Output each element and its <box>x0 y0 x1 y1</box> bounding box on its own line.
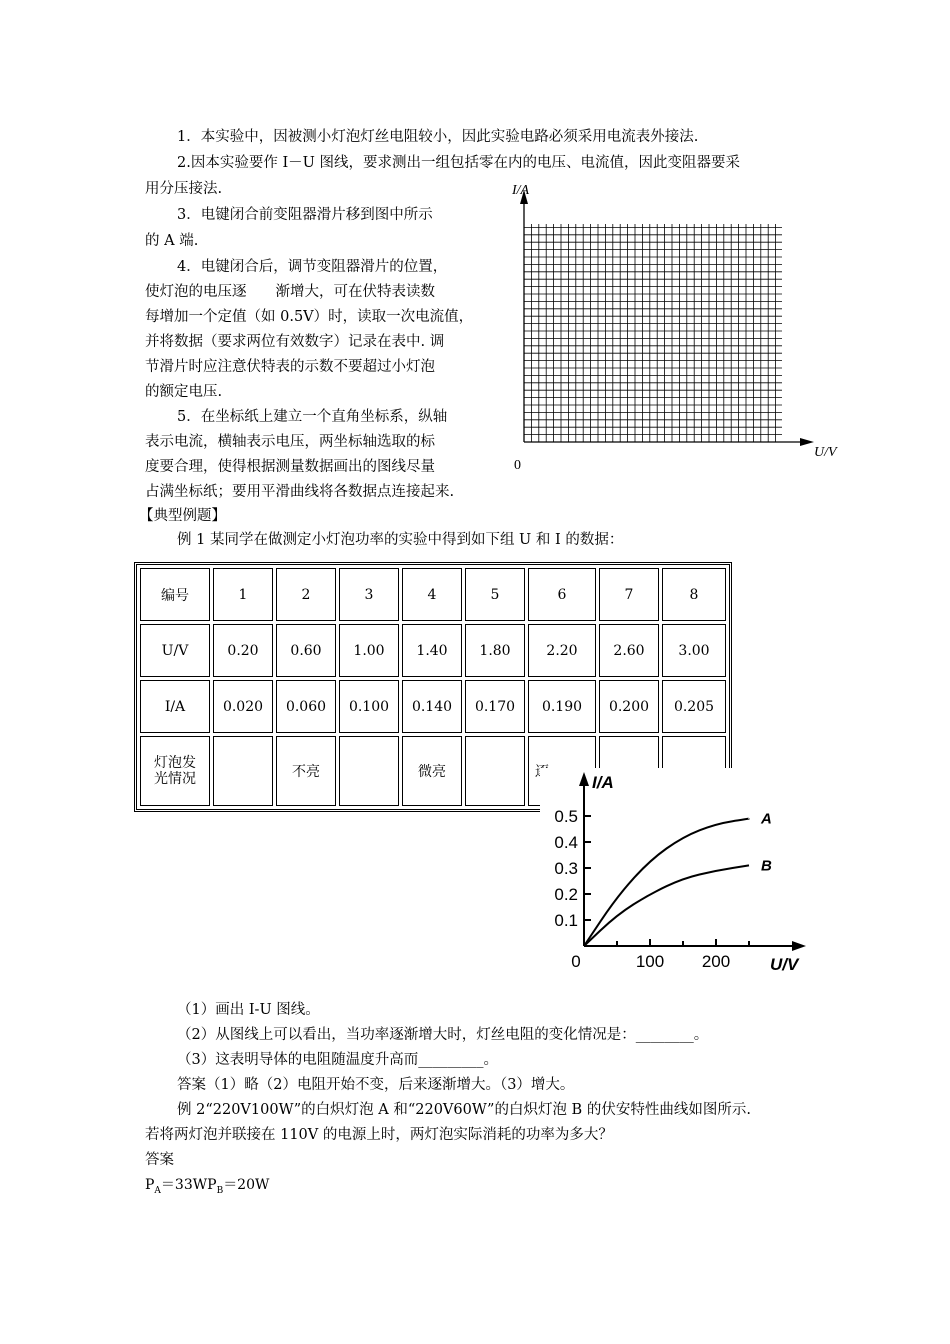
cell-n6: 6 <box>528 568 596 621</box>
row-header-number: 编号 <box>140 568 210 621</box>
series-b-line <box>584 865 749 946</box>
table-row-voltage <box>140 624 726 677</box>
row-header-voltage: U/V <box>140 624 210 677</box>
cell-b5 <box>465 736 525 806</box>
pa-value: ＝33W <box>160 1177 208 1193</box>
cell-u6: 2.20 <box>528 624 596 677</box>
cell-n5: 5 <box>465 568 525 621</box>
cell-i4: 0.140 <box>402 680 462 733</box>
paragraph-4: 4．电键闭合后，调节变阻器滑片的位置， <box>177 259 448 275</box>
table-row-current <box>140 680 726 733</box>
example2-line2: 若将两灯泡并联接在 110V 的电源上时，两灯泡实际消耗的功率为多大？ <box>145 1127 613 1143</box>
cell-i7: 0.200 <box>599 680 659 733</box>
curve-y-arrow <box>579 772 589 786</box>
x-tick-label: 200 <box>701 952 731 971</box>
grid-lines <box>524 224 782 442</box>
curve-x-label: U/V <box>770 955 799 974</box>
cell-u5: 1.80 <box>465 624 525 677</box>
series-a-line <box>584 819 749 946</box>
x-tick-label: 100 <box>635 952 665 971</box>
cell-u2: 0.60 <box>276 624 336 677</box>
paragraph-3: 3．电键闭合前变阻器滑片移到图中所示 <box>177 207 433 223</box>
cell-u4: 1.40 <box>402 624 462 677</box>
cell-i1: 0.020 <box>213 680 273 733</box>
cell-b6: 逐 <box>528 736 596 806</box>
x-tick-label: 0 <box>571 952 581 971</box>
cell-i2: 0.060 <box>276 680 336 733</box>
cell-b2: 不亮 <box>276 736 336 806</box>
y-tick-label: 0.1 <box>554 911 578 930</box>
cell-n2: 2 <box>276 568 336 621</box>
cell-b4: 微亮 <box>402 736 462 806</box>
grid-y-label: I/A <box>512 183 530 198</box>
cell-i3: 0.100 <box>339 680 399 733</box>
series-b-label: B <box>761 857 772 875</box>
coordinate-grid <box>510 178 850 478</box>
series-a-label: A <box>761 810 772 828</box>
cell-n1: 1 <box>213 568 273 621</box>
cell-i5: 0.170 <box>465 680 525 733</box>
cell-n3: 3 <box>339 568 399 621</box>
y-tick-label: 0.4 <box>554 833 578 852</box>
iu-curve-chart <box>540 768 840 978</box>
x-axis-arrow <box>800 438 814 446</box>
paragraph-5-line2: 表示电流，横轴表示电压，两坐标轴选取的标 <box>145 434 435 450</box>
pb-symbol: P <box>207 1177 217 1193</box>
y-tick-label: 0.5 <box>554 807 578 826</box>
paragraph-1: 1．本实验中，因被测小灯泡灯丝电阻较小，因此实验电路必须采用电流表外接法. <box>177 129 699 145</box>
cell-n4: 4 <box>402 568 462 621</box>
y-ticks <box>554 807 591 930</box>
paragraph-2: 2.因本实验要作 I－U 图线，要求测出一组包括零在内的电压、电流值，因此变阻器要采 <box>177 155 740 171</box>
table-row-number <box>140 568 726 621</box>
y-tick-label: 0.3 <box>554 859 578 878</box>
paragraph-4-line5: 节滑片时应注意伏特表的示数不要超过小灯泡 <box>145 359 435 375</box>
pb-value: ＝20W <box>223 1177 270 1193</box>
row-header-current: I/A <box>140 680 210 733</box>
cell-b3 <box>339 736 399 806</box>
paragraph-5-line3: 度要合理，使得根据测量数据画出的图线尽量 <box>145 459 435 475</box>
pb-subscript: B <box>216 1185 224 1196</box>
row-header-brightness: 灯泡发光情况 <box>140 736 210 806</box>
cell-b1 <box>213 736 273 806</box>
paragraph-4-line6: 的额定电压. <box>145 384 223 400</box>
pa-symbol: P <box>145 1177 155 1193</box>
question-2: （2）从图线上可以看出，当功率逐渐增大时，灯丝电阻的变化情况是：________。 <box>177 1027 709 1043</box>
cell-u1: 0.20 <box>213 624 273 677</box>
cell-i8: 0.205 <box>662 680 726 733</box>
y-tick-label: 0.2 <box>554 885 578 904</box>
answer2-label: 答案 <box>145 1152 174 1168</box>
paragraph-2-cont: 用分压接法. <box>145 181 223 197</box>
pa-subscript: A <box>154 1185 161 1196</box>
answer-2 <box>145 1173 269 1203</box>
paragraph-4-line3: 每增加一个定值（如 0.5V）时，读取一次电流值， <box>145 309 474 325</box>
grid-origin: 0 <box>514 458 521 473</box>
paragraph-5: 5．在坐标纸上建立一个直角坐标系，纵轴 <box>177 409 448 425</box>
paragraph-4-line4: 并将数据（要求两位有效数字）记录在表中. 调 <box>145 334 445 350</box>
cell-u8: 3.00 <box>662 624 726 677</box>
example1-intro: 例 1 某同学在做测定小灯泡功率的实验中得到如下组 U 和 I 的数据： <box>177 532 624 548</box>
paragraph-5-line4: 占满坐标纸；要用平滑曲线将各数据点连接起来. <box>145 484 455 500</box>
curve-x-arrow <box>792 941 806 951</box>
cell-n7: 7 <box>599 568 659 621</box>
cell-u7: 2.60 <box>599 624 659 677</box>
paragraph-3-cont: 的 A 端. <box>145 233 199 249</box>
example2-line1: 例 2“220V100W”的白炽灯泡 A 和“220V60W”的白炽灯泡 B 的伏安特性曲线如图所示. <box>177 1102 751 1118</box>
paragraph-4-line2: 使灯泡的电压逐 渐增大，可在伏特表读数 <box>145 284 435 300</box>
cell-u3: 1.00 <box>339 624 399 677</box>
grid-x-label: U/V <box>814 445 837 460</box>
x-ticks <box>571 939 749 971</box>
curve-y-label: I/A <box>592 773 614 792</box>
answer-1: 答案（1）略（2）电阻开始不变，后来逐渐增大。（3）增大。 <box>177 1077 575 1093</box>
section-title: 【典型例题】 <box>139 508 226 524</box>
question-1: （1）画出 I-U 图线。 <box>177 1002 320 1018</box>
question-3: （3）这表明导体的电阻随温度升高而_________。 <box>177 1052 498 1068</box>
cell-n8: 8 <box>662 568 726 621</box>
cell-i6: 0.190 <box>528 680 596 733</box>
